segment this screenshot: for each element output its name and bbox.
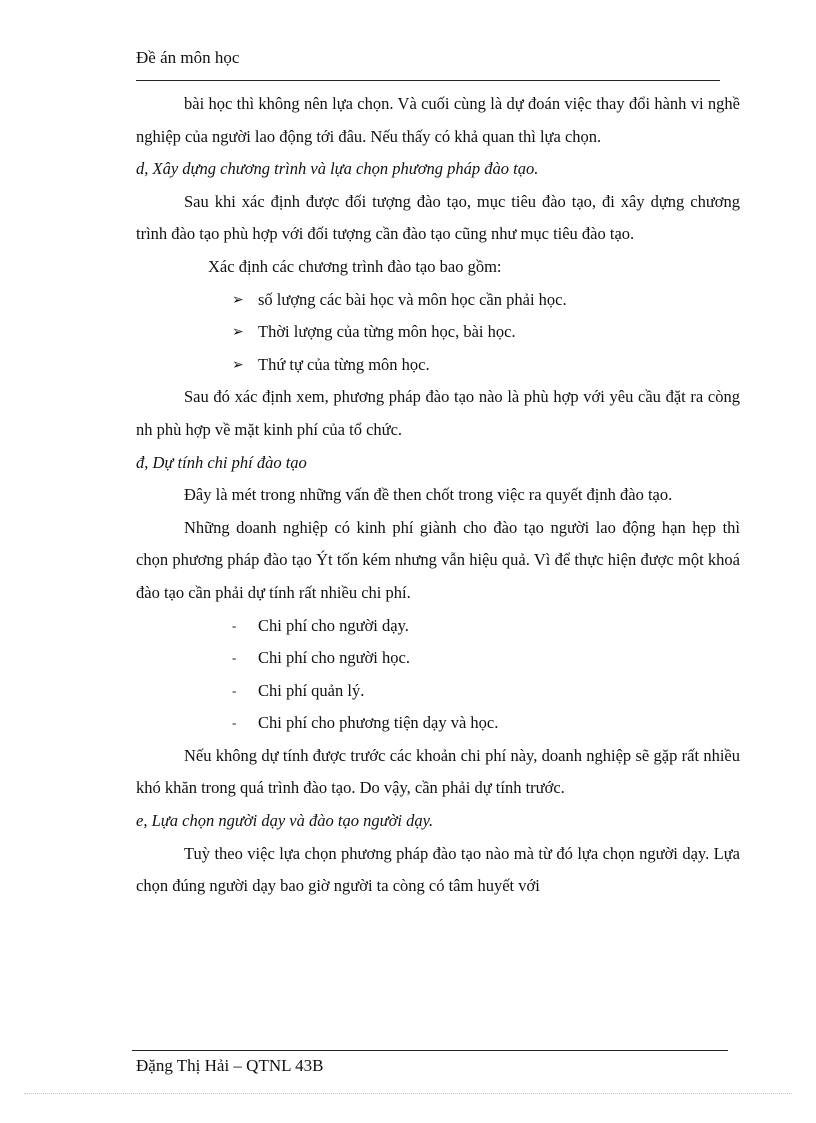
- paragraph: Tuỳ theo việc lựa chọn phương pháp đào tạo nào mà từ đó lựa chọn người dạy. Lựa chọn đúng người dạy bao giờ người ta còng có tâm huyết với: [136, 843, 740, 896]
- arrow-bullet-icon: ➢: [232, 291, 244, 308]
- list-item: [136, 675, 740, 708]
- page-header: Đề án môn học: [136, 48, 240, 67]
- list-item-text: Chi phí cho người học.: [258, 648, 410, 668]
- document-body: [136, 88, 740, 903]
- section-heading-d: d, Xây dựng chương trình và lựa chọn phương pháp đào tạo.: [136, 159, 539, 179]
- list-item-text: Chi phí quản lý.: [258, 680, 365, 700]
- footer-rule: [132, 1050, 728, 1051]
- list-item-text: số lượng các bài học và môn học cần phải học.: [258, 289, 567, 309]
- dash-bullet-icon: -: [232, 617, 237, 633]
- list-item-text: Thứ tự của từng môn học.: [258, 354, 430, 374]
- paragraph: Sau đó xác định xem, phương pháp đào tạo nào là phù hợp với yêu cầu đặt ra còng nh phù hợp về mặt kinh phí của tổ chức.: [136, 387, 740, 439]
- list-item: [136, 349, 740, 382]
- arrow-bullet-icon: ➢: [232, 324, 244, 341]
- list-item-text: Thời lượng của từng môn học, bài học.: [258, 322, 516, 342]
- paragraph: bài học thì không nên lựa chọn. Và cuối cùng là dự đoán việc thay đổi hành vi nghề nghiệp của người lao động tới đâu. Nếu thấy có khả quan thì lựa chọn.: [136, 94, 740, 146]
- list-item: [136, 316, 740, 349]
- dash-bullet-icon: -: [232, 650, 237, 666]
- dash-bullet-icon: -: [232, 682, 237, 698]
- section-heading-dd: đ, Dự tính chi phí đào tạo: [136, 452, 307, 472]
- list-item-text: Chi phí cho người dạy.: [258, 615, 409, 635]
- page-footer: Đặng Thị Hải – QTNL 43B: [136, 1056, 324, 1075]
- paragraph: Đây là mét trong những vấn đề then chốt trong việc ra quyết định đào tạo.: [184, 485, 673, 505]
- paragraph: Những doanh nghiệp có kinh phí giành cho đào tạo người lao động hạn hẹp thì chọn phương pháp đào tạo Ýt tốn kém nhưng vẫn hiệu quả. Vì để thực hiện được một khoá đào tạo cần phải dự tính rất nhiều chi phí.: [136, 517, 740, 602]
- list-item-text: Chi phí cho phương tiện dạy và học.: [258, 713, 499, 733]
- section-heading-e: e, Lựa chọn người dạy và đào tạo người dạy.: [136, 811, 434, 831]
- list-item: [136, 707, 740, 740]
- paragraph: Sau khi xác định được đối tượng đào tạo, mục tiêu đào tạo, đi xây dựng chương trình đào tạo phù hợp với đối tượng cần đào tạo cũng như mục tiêu đào tạo.: [136, 191, 740, 244]
- list-intro: Xác định các chương trình đào tạo bao gồm:: [208, 256, 502, 276]
- page-break-line: [24, 1093, 792, 1094]
- dash-bullet-icon: -: [232, 715, 237, 731]
- arrow-bullet-icon: ➢: [232, 356, 244, 373]
- header-rule: [136, 80, 720, 81]
- list-item: [136, 642, 740, 675]
- paragraph: Nếu không dự tính được trước các khoản chi phí này, doanh nghiệp sẽ gặp rất nhiều khó khăn trong quá trình đào tạo. Do vậy, cần phải dự tính trước.: [136, 745, 740, 798]
- list-item: [136, 284, 740, 317]
- list-item: [136, 610, 740, 643]
